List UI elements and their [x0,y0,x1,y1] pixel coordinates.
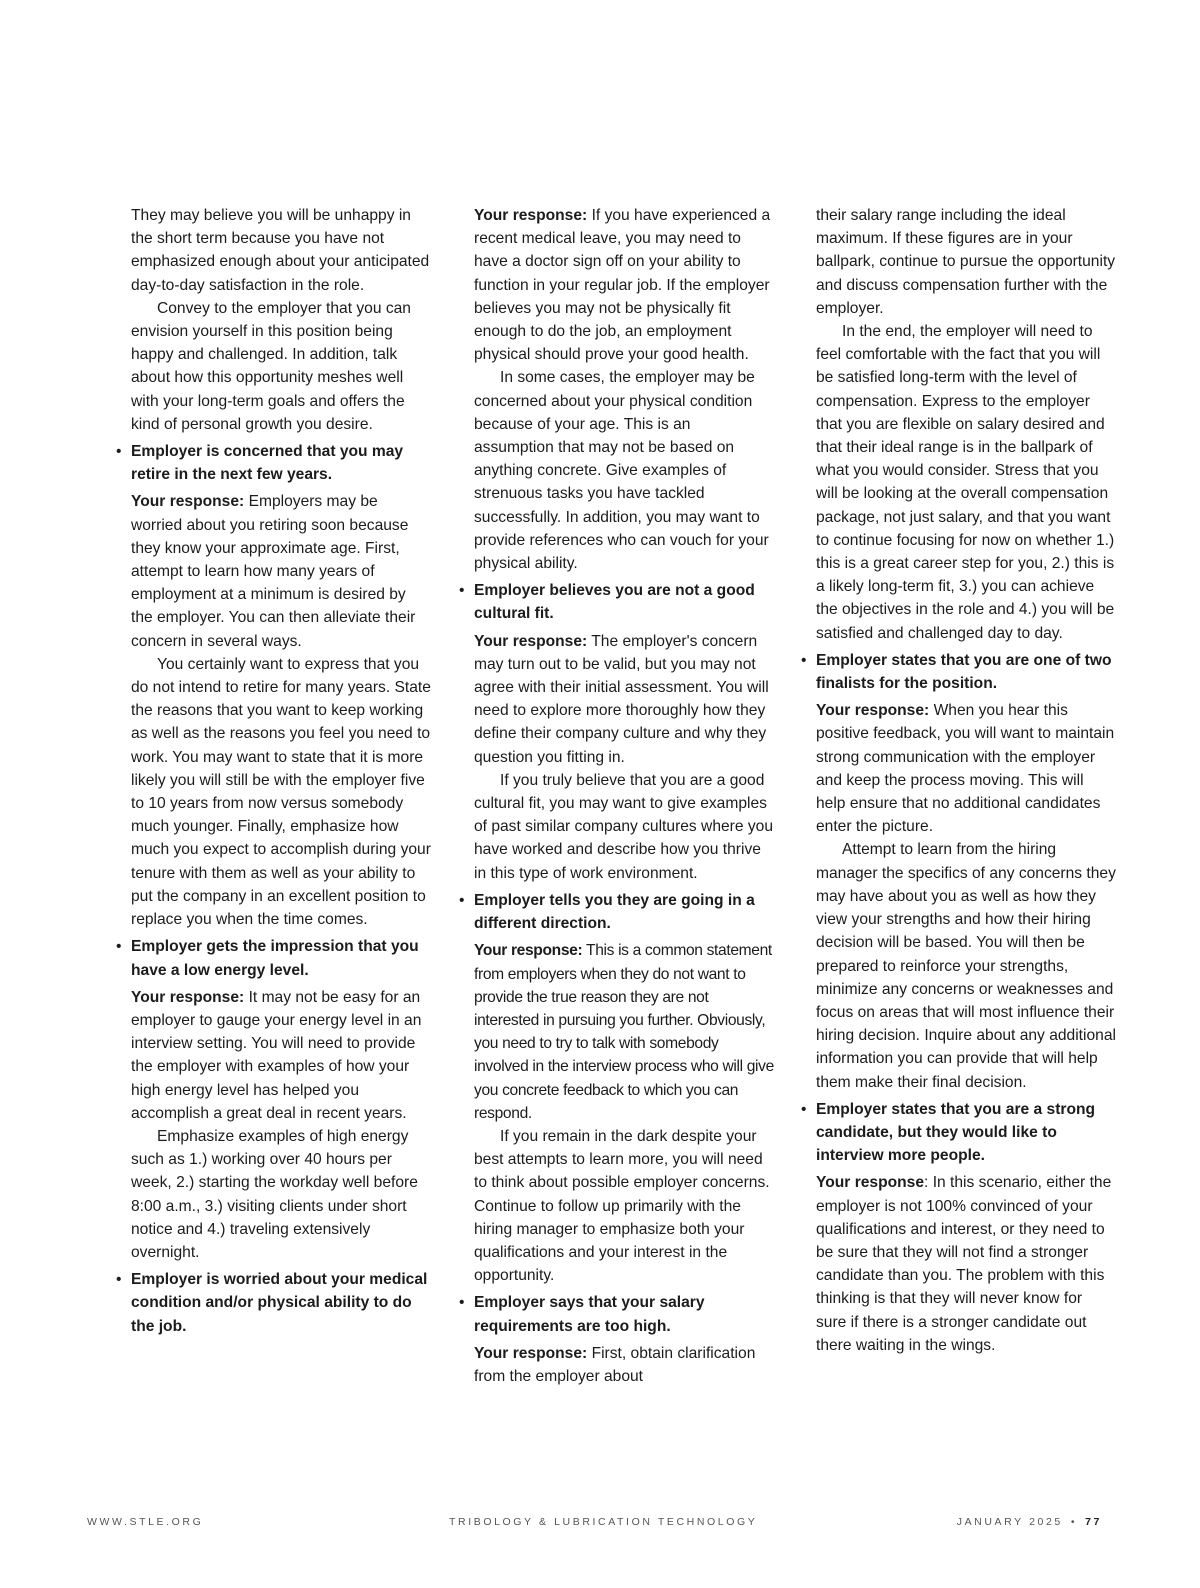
bullet-heading: • Employer gets the impression that you have a low energy level. [131,935,431,981]
response-paragraph [131,986,431,1125]
footer-website: WWW.STLE.ORG [87,1516,204,1528]
response-label: Your response: [816,702,930,720]
response-label: Your response [816,1174,925,1192]
footer-publication-title: TRIBOLOGY & LUBRICATION TECHNOLOGY [449,1516,758,1528]
paragraph: Convey to the employer that you can envision yourself in this position being happy and challenged. In addition, talk about how this opportunity meshes well with your long-term goals and offers the kind of personal growth you desire. [131,299,411,433]
response-text: Employers may be worried about you retiring soon because they know your approximate age. First, attempt to learn how many years of employment at a minimum is desired by the employer. You can then alleviate their concern in several ways. [131,493,416,650]
paragraph: If you truly believe that you are a good cultural fit, you may want to give examples of past similar company cultures where you have worked and describe how you thrive in this type of work environment. [474,771,774,882]
response-paragraph [474,630,774,769]
response-text: : In this scenario, either the employer is not 100% convinced of your qualifications and interest, or they need to be sure that they will not find a stronger candidate than you. The problem with this thinking is that they will never know for sure if there is a stronger candidate out there waiting in the wings. [816,1174,1112,1354]
response-paragraph [816,1171,1116,1357]
response-text: First, obtain clarification from the employer about [474,1344,756,1385]
paragraph: If you remain in the dark despite your best attempts to learn more, you will need to think about possible employer concerns. Continue to follow up primarily with the hiring manager to emphasize both your qualifications and your interest in the opportunity. [474,1127,770,1285]
paragraph: Attempt to learn from the hiring manager the specifics of any concerns they may have about you as well as how they view your strengths and how their hiring decision will be based. You will then be prepared to reinforce your strengths, minimize any concerns or weaknesses and focus on areas that will most influence their hiring decision. Inquire about any additional information you can provide that will help them make their final decision. [816,841,1116,1091]
response-paragraph [816,699,1116,838]
response-paragraph [474,1342,774,1388]
bullet-heading: • Employer says that your salary requirements are too high. [474,1291,774,1337]
footer-date: JANUARY 2025 [956,1516,1063,1528]
bullet-heading: • Employer is worried about your medical condition and/or physical ability to do the job. [131,1268,431,1338]
bullet-heading: • Employer is concerned that you may retire in the next few years. [131,440,431,486]
response-paragraph [474,204,774,366]
paragraph: In the end, the employer will need to feel comfortable with the fact that you will be satisfied long-term with the level of compensation. Express to the employer that you are flexible on salary desired and that their ideal range is in the ballpark of what you would consider. Stress that you will be looking at the overall compensation package, not just salary, and that you want to continue focusing for now on whether 1.) this is a great career step for you, 2.) this is a likely long-term fit, 3.) you can achieve the objectives in the role and 4.) you will be satisfied and challenged day to day. [816,323,1115,642]
bullet-heading: • Employer tells you they are going in a different direction. [474,889,774,935]
bullet-heading: • Employer believes you are not a good cultural fit. [474,579,774,625]
response-label: Your response: [474,1344,588,1362]
paragraph: You certainly want to express that you do not intend to retire for many years. State the reasons that you want to keep working as well as the reasons you feel you need to work. You may want to state that it is more likely you will still be with the employer five to 10 years from now versus somebody much younger. Finally, emphasize how much you expect to accomplish during your tenure with them as well as your ability to put the company in an excellent position to replace you when the time comes. [131,655,431,929]
response-text: The employer's concern may turn out to be valid, but you may not agree with their initial assessment. You will need to explore more thoroughly how they define their company culture and why they question you fitting in. [474,632,769,766]
paragraph: They may believe you will be unhappy in the short term because you have not emphasized enough about your anticipated day-to-day satisfaction in the role. [131,207,430,294]
response-text: It may not be easy for an employer to gauge your energy level in an interview setting. You will need to provide the employer with examples of how your high energy level has helped you accomplish a great deal in recent years. [131,988,422,1122]
article-column-1 [131,204,431,1342]
bullet-heading: • Employer states that you are one of two finalists for the position. [816,649,1116,695]
paragraph: their salary range including the ideal maximum. If these figures are in your ballpark, continue to pursue the opportunity and discuss compensation further with the employer. [816,207,1116,317]
paragraph: In some cases, the employer may be concerned about your physical condition because of your age. This is an assumption that may not be based on anything concrete. Give examples of strenuous tasks you have tackled successfully. In addition, you may want to provide references who can vouch for your physical ability. [474,369,769,573]
response-paragraph [474,939,774,1125]
response-label: Your response: [474,942,583,960]
article-column-3 [816,204,1116,1357]
response-label: Your response: [474,207,588,224]
response-label: Your response: [131,988,245,1006]
response-label: Your response: [474,632,588,650]
response-text: This is a common statement from employers when they do not want to provide the true reason they are not interested in pursuing you further. Obviously, you need to try to talk with somebody involved in the interview process who will give you concrete feedback to which you can respond. [474,942,774,1122]
page-number: 77 [1085,1516,1102,1528]
article-column-2 [474,204,774,1388]
bullet-heading: • Employer states that you are a strong candidate, but they would like to interview more people. [816,1098,1116,1168]
paragraph: Emphasize examples of high energy such as 1.) working over 40 hours per week, 2.) starting the workday well before 8:00 a.m., 3.) visiting clients under short notice and 4.) traveling extensively overnight. [131,1127,418,1261]
response-paragraph [131,490,431,652]
footer-separator: • [1070,1516,1078,1528]
footer-date-page [957,1516,1102,1528]
response-text: If you have experienced a recent medical leave, you may need to have a doctor sign off on your ability to function in your regular job. If the employer believes you may not be physically fit enough to do the job, an employment physical should prove your good health. [474,207,771,364]
response-label: Your response: [131,493,245,511]
response-text: When you hear this positive feedback, you will want to maintain strong communication with the employer and keep the process moving. This will help ensure that no additional candidates enter the picture. [816,702,1115,836]
